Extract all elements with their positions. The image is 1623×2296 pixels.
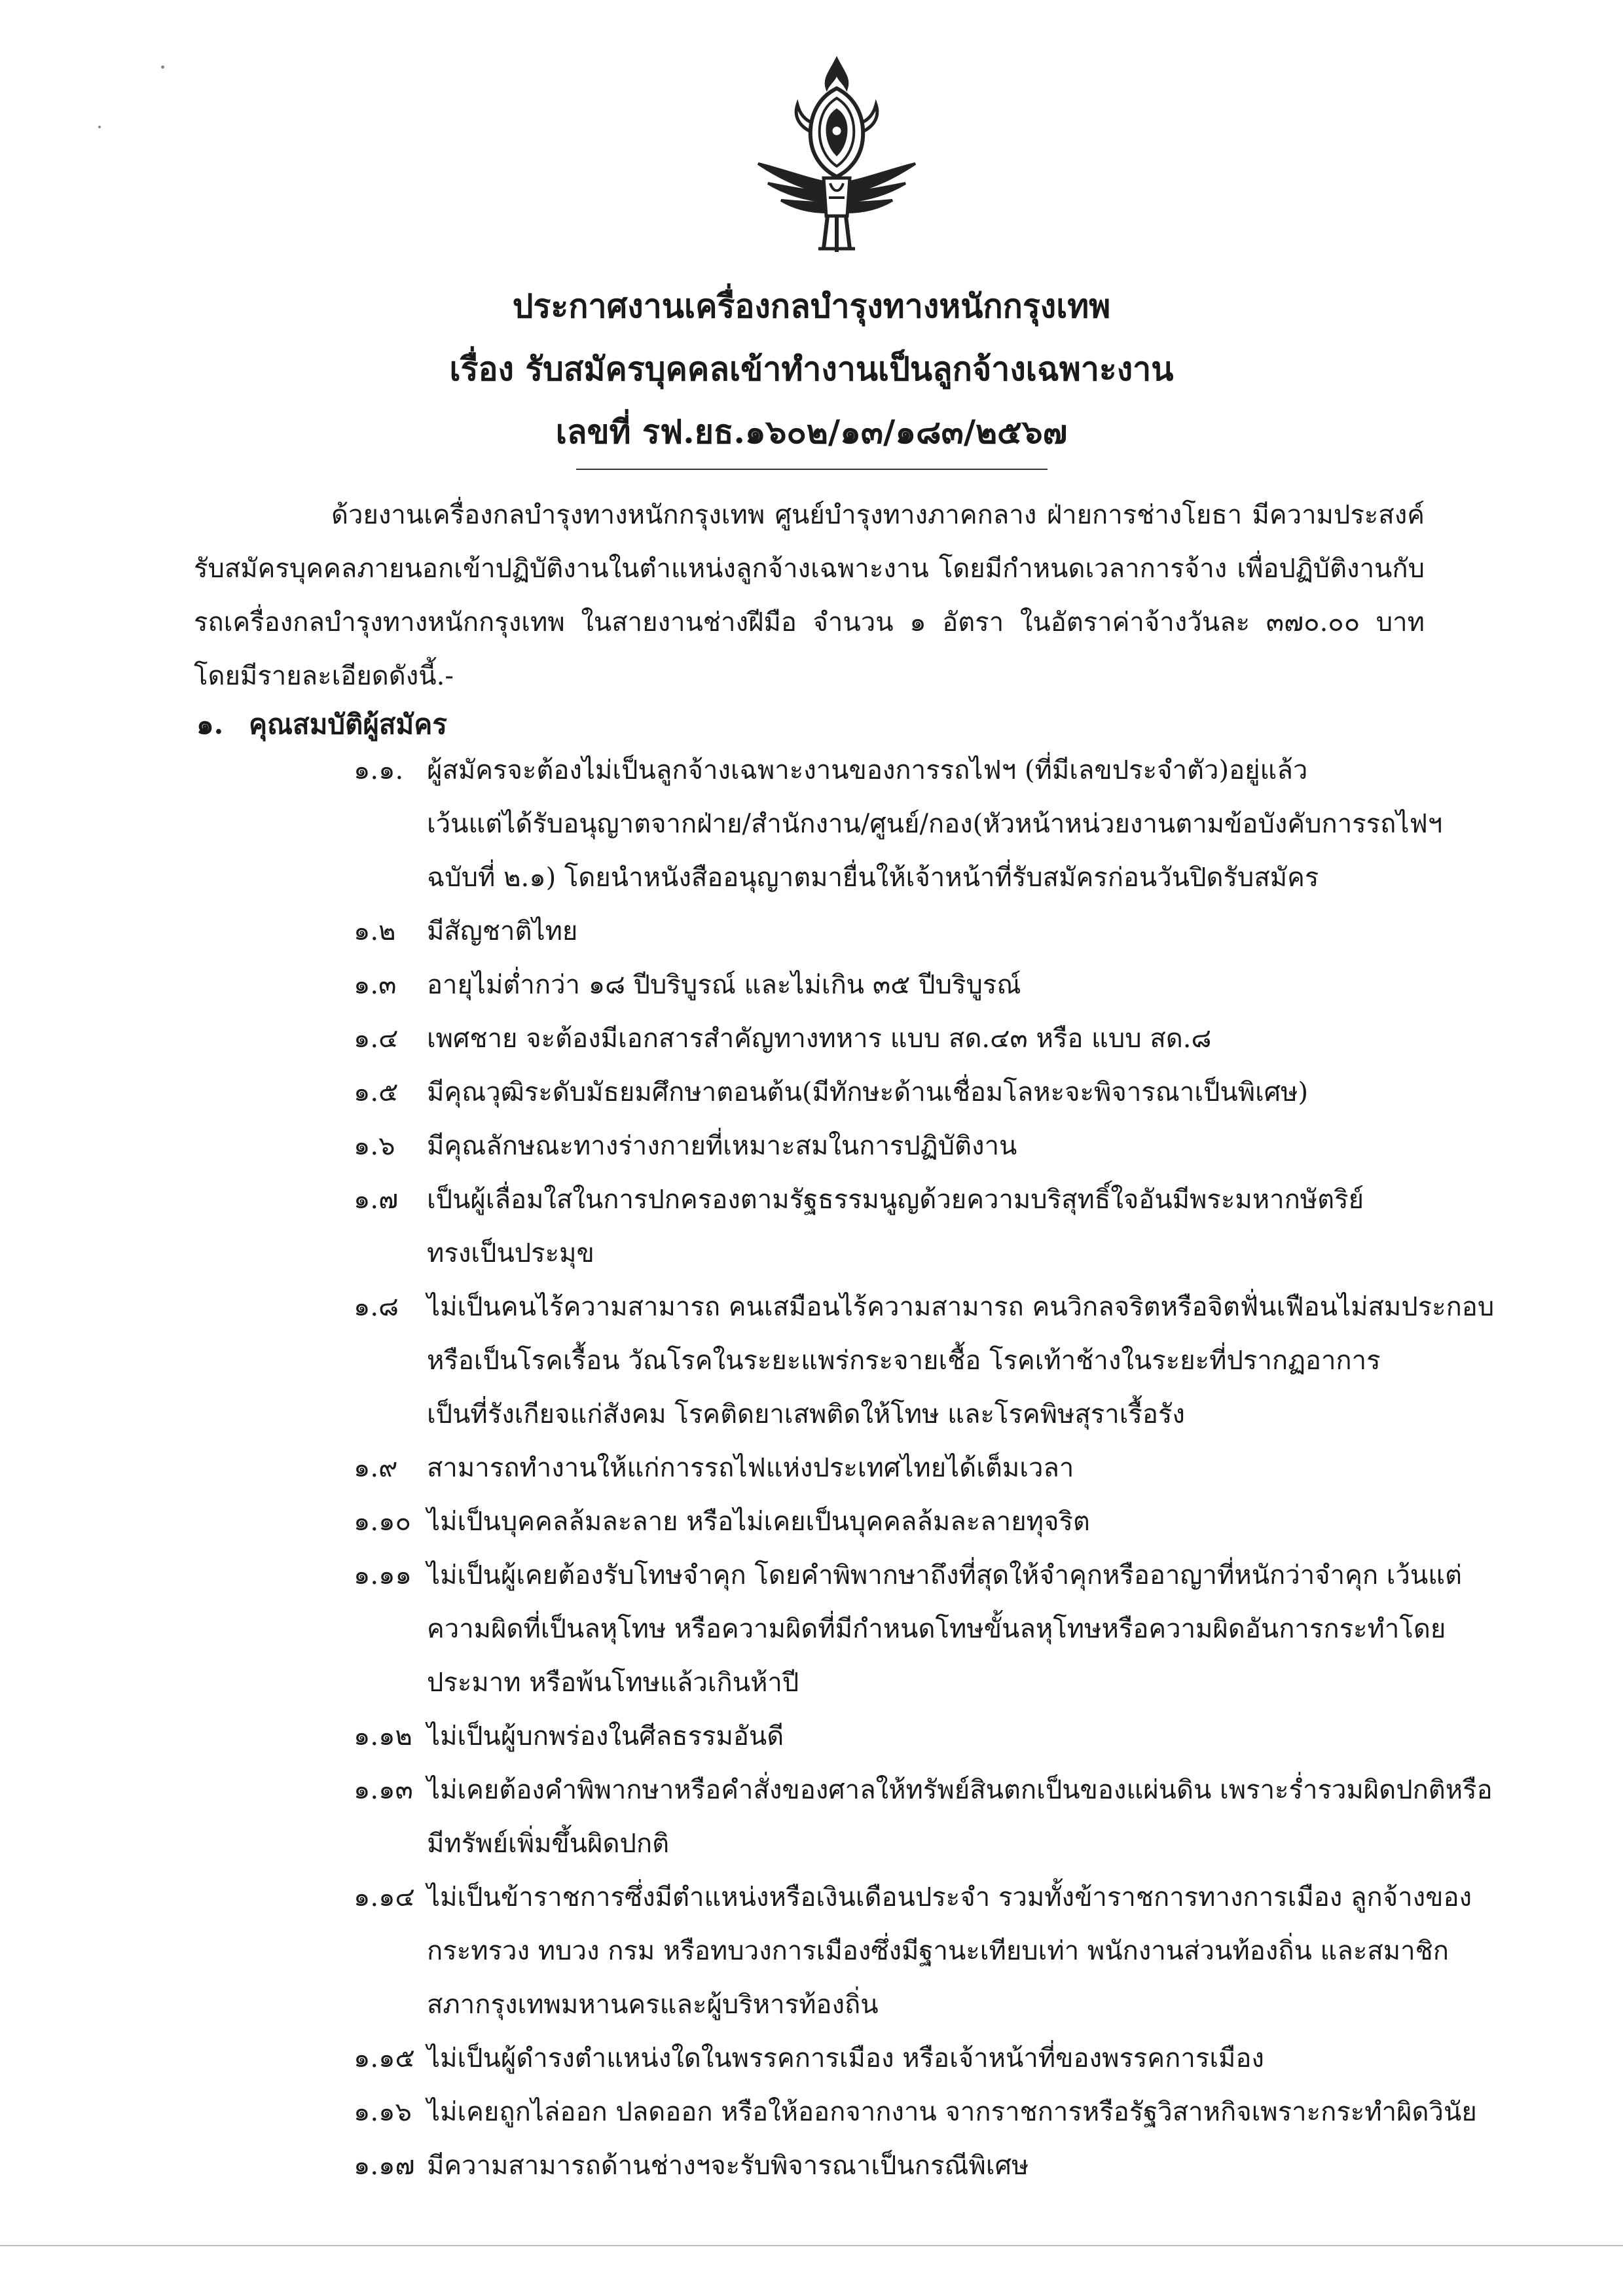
qualification-item xyxy=(354,1066,1545,1119)
qualification-line: ไม่เป็นบุคคลล้มละลาย หรือไม่เคยเป็นบุคคลล้มละลายทุจริต xyxy=(427,1507,1090,1537)
qualification-line: มีทรัพย์เพิ่มขึ้นผิดปกติ xyxy=(427,1829,670,1859)
qualification-item xyxy=(354,2085,1545,2139)
qualification-text xyxy=(427,958,1545,1012)
qualification-text xyxy=(427,905,1545,958)
qualification-text xyxy=(427,1012,1545,1066)
qualification-line: ไม่เป็นคนไร้ความสามารถ คนเสมือนไร้ความสามารถ คนวิกลจริตหรือจิตฟั่นเฟือนไม่สมประกอบ xyxy=(427,1292,1495,1322)
qualification-text xyxy=(427,1280,1545,1441)
qualification-line: หรือเป็นโรคเรื้อน วัณโรคในระยะแพร่กระจายเชื้อ โรคเท้าช้างในระยะที่ปรากฏอาการ xyxy=(427,1346,1381,1376)
qualification-line: ทรงเป็นประมุข xyxy=(427,1238,594,1268)
section-number: ๑. xyxy=(196,708,224,740)
qualification-number: ๑.๑๓ xyxy=(354,1775,413,1805)
qualification-number: ๑.๓ xyxy=(354,970,397,1000)
qualification-line: ไม่เคยต้องคำพิพากษาหรือคำสั่งของศาลให้ทรัพย์สินตกเป็นของแผ่นดิน เพราะร่ำรวมผิดปกติหรือ xyxy=(427,1775,1493,1805)
qualification-text xyxy=(427,1871,1545,2032)
qualification-item xyxy=(354,1710,1545,1763)
qualification-line: ไม่เป็นผู้บกพร่องในศีลธรรมอันดี xyxy=(427,1721,784,1751)
qualification-number: ๑.๔ xyxy=(354,1024,399,1054)
qualification-item xyxy=(354,1012,1545,1066)
section-title: คุณสมบัติผู้สมัคร xyxy=(249,708,447,740)
qualification-line: สภากรุงเทพมหานครและผู้บริหารท้องถิ่น xyxy=(427,1990,879,2020)
qualification-line: เป็นที่รังเกียจแก่สังคม โรคติดยาเสพติดให้โทษ และโรคพิษสุราเรื้อรัง xyxy=(427,1399,1185,1429)
qualification-number: ๑.๑๕ xyxy=(354,2043,415,2073)
qualification-number: ๑.๑๔ xyxy=(354,1882,415,1912)
qualification-number: ๑.๖ xyxy=(354,1131,395,1161)
qualification-number: ๑.๑๗ xyxy=(354,2151,415,2181)
qualification-text xyxy=(427,1173,1545,1280)
qualification-text xyxy=(427,1495,1545,1549)
qualification-item xyxy=(354,2032,1545,2085)
qualification-item xyxy=(354,1495,1545,1549)
qualification-line: ไม่เป็นผู้เคยต้องรับโทษจำคุก โดยคำพิพากษาถึงที่สุดให้จำคุกหรืออาญาที่หนักว่าจำคุก เว้นแต่ xyxy=(427,1560,1462,1590)
qualification-number: ๑.๒ xyxy=(354,916,396,946)
qualification-line: มีคุณวุฒิระดับมัธยมศึกษาตอนต้น(มีทักษะด้านเชื่อมโลหะจะพิจารณาเป็นพิเศษ) xyxy=(427,1077,1309,1107)
qualification-line: สามารถทำงานให้แก่การรถไฟแห่งประเทศไทยได้เต็มเวลา xyxy=(427,1453,1074,1483)
qualification-number: ๑.๘ xyxy=(354,1292,399,1322)
qualification-item xyxy=(354,1173,1545,1280)
qualification-line: เว้นแต่ได้รับอนุญาตจากฝ่าย/สำนักงาน/ศูนย์/กอง(หัวหน้าหน่วยงานตามข้อบังคับการรถไฟฯ xyxy=(427,809,1443,839)
announcement-subject: เรื่อง รับสมัครบุคคลเข้าทำงานเป็นลูกจ้างเฉพาะงาน xyxy=(449,350,1174,388)
qualification-item xyxy=(354,1871,1545,2032)
qualification-text xyxy=(427,1549,1545,1710)
qualification-item xyxy=(354,1441,1545,1495)
qualification-line: อายุไม่ต่ำกว่า ๑๘ ปีบริบูรณ์ และไม่เกิน ๓๕ ปีบริบูรณ์ xyxy=(427,970,1021,1000)
qualification-number: ๑.๑. xyxy=(354,755,404,785)
qualification-item xyxy=(354,1763,1545,1871)
intro-paragraph: ด้วยงานเครื่องกลบำรุงทางหนักกรุงเทพ ศูนย์บำรุงทางภาคกลาง ฝ่ายการช่างโยธา มีความประสงค์รับสมัครบุคคลภายนอกเข้าปฏิบัติงานในตำแหน่งลูกจ้างเฉพาะงาน โดยมีกำหนดเวลาการจ้าง เพื่อปฏิบัติงานกับรถเครื่องกลบำรุงทางหนักกรุงเทพ ในสายงานช่างฝีมือ จำนวน ๑ อัตรา ในอัตราค่าจ้างวันละ ๓๗๐.๐๐ บาท โดยมีรายละเอียดดังนี้.- xyxy=(194,500,1425,691)
qualification-text xyxy=(427,1066,1545,1119)
qualification-item xyxy=(354,958,1545,1012)
qualification-number: ๑.๗ xyxy=(354,1185,399,1215)
qualification-list xyxy=(354,744,1545,2193)
qualification-line: มีคุณลักษณะทางร่างกายที่เหมาะสมในการปฏิบัติงาน xyxy=(427,1131,1017,1161)
qualification-line: มีความสามารถด้านช่างฯจะรับพิจารณาเป็นกรณีพิเศษ xyxy=(427,2151,1029,2181)
qualification-text xyxy=(427,1441,1545,1495)
qualification-item xyxy=(354,1119,1545,1173)
announcement-title: ประกาศงานเครื่องกลบำรุงทางหนักกรุงเทพ xyxy=(512,287,1111,325)
qualification-line: กระทรวง ทบวง กรม หรือทบวงการเมืองซึ่งมีฐานะเทียบเท่า พนักงานส่วนท้องถิ่น และสมาชิก xyxy=(427,1936,1449,1966)
header-divider xyxy=(576,469,1048,470)
qualification-item xyxy=(354,1280,1545,1441)
qualification-text xyxy=(427,1710,1545,1763)
qualification-number: ๑.๑๑ xyxy=(354,1560,412,1590)
qualification-item xyxy=(354,905,1545,958)
qualification-item xyxy=(354,2139,1545,2193)
qualification-number: ๑.๙ xyxy=(354,1453,398,1483)
scan-speck xyxy=(161,65,164,69)
qualification-line: ความผิดที่เป็นลหุโทษ หรือความผิดที่มีกำหนดโทษขั้นลหุโทษหรือความผิดอันการกระทำโดย xyxy=(427,1614,1446,1644)
state-railway-emblem xyxy=(732,52,941,262)
qualification-line: เป็นผู้เลื่อมใสในการปกครองตามรัฐธรรมนูญด้วยความบริสุทธิ์ใจอันมีพระมหากษัตริย์ xyxy=(427,1185,1364,1215)
qualification-line: ประมาท หรือพ้นโทษแล้วเกินห้าปี xyxy=(427,1668,799,1698)
qualification-text xyxy=(427,2085,1545,2139)
announcement-number: เลขที่ รฟ.ยธ.๑๖๐๒/๑๓/๑๘๓/๒๕๖๗ xyxy=(555,412,1068,451)
qualification-number: ๑.๑๐ xyxy=(354,1507,411,1537)
qualification-text xyxy=(427,2032,1545,2085)
qualification-number: ๑.๑๒ xyxy=(354,1721,412,1751)
qualification-item xyxy=(354,1549,1545,1710)
qualification-text xyxy=(427,1119,1545,1173)
qualification-text xyxy=(427,1763,1545,1871)
qualification-item xyxy=(354,744,1545,905)
qualification-line: มีสัญชาติไทย xyxy=(427,916,578,946)
scan-speck xyxy=(98,126,101,128)
qualification-text xyxy=(427,744,1545,905)
qualification-line: ผู้สมัครจะต้องไม่เป็นลูกจ้างเฉพาะงานของการรถไฟฯ (ที่มีเลขประจำตัว)อยู่แล้ว xyxy=(427,755,1308,785)
qualification-line: ไม่เคยถูกไล่ออก ปลดออก หรือให้ออกจากงาน จากราชการหรือรัฐวิสาหกิจเพราะกระทำผิดวินัย xyxy=(427,2097,1477,2127)
qualification-number: ๑.๕ xyxy=(354,1077,399,1107)
qualification-line: ไม่เป็นข้าราชการซึ่งมีตำแหน่งหรือเงินเดือนประจำ รวมทั้งข้าราชการทางการเมือง ลูกจ้างของ xyxy=(427,1882,1472,1912)
qualification-line: ไม่เป็นผู้ดำรงตำแหน่งใดในพรรคการเมือง หรือเจ้าหน้าที่ของพรรคการเมือง xyxy=(427,2043,1264,2073)
qualification-line: เพศชาย จะต้องมีเอกสารสำคัญทางทหาร แบบ สด.๔๓ หรือ แบบ สด.๘ xyxy=(427,1024,1212,1054)
qualification-text xyxy=(427,2139,1545,2193)
announcement-header xyxy=(0,275,1623,463)
page-bottom-edge xyxy=(0,2245,1623,2246)
qualification-line: ฉบับที่ ๒.๑) โดยนำหนังสืออนุญาตมายื่นให้เจ้าหน้าที่รับสมัครก่อนวันปิดรับสมัคร xyxy=(427,863,1319,893)
qualification-number: ๑.๑๖ xyxy=(354,2097,412,2127)
